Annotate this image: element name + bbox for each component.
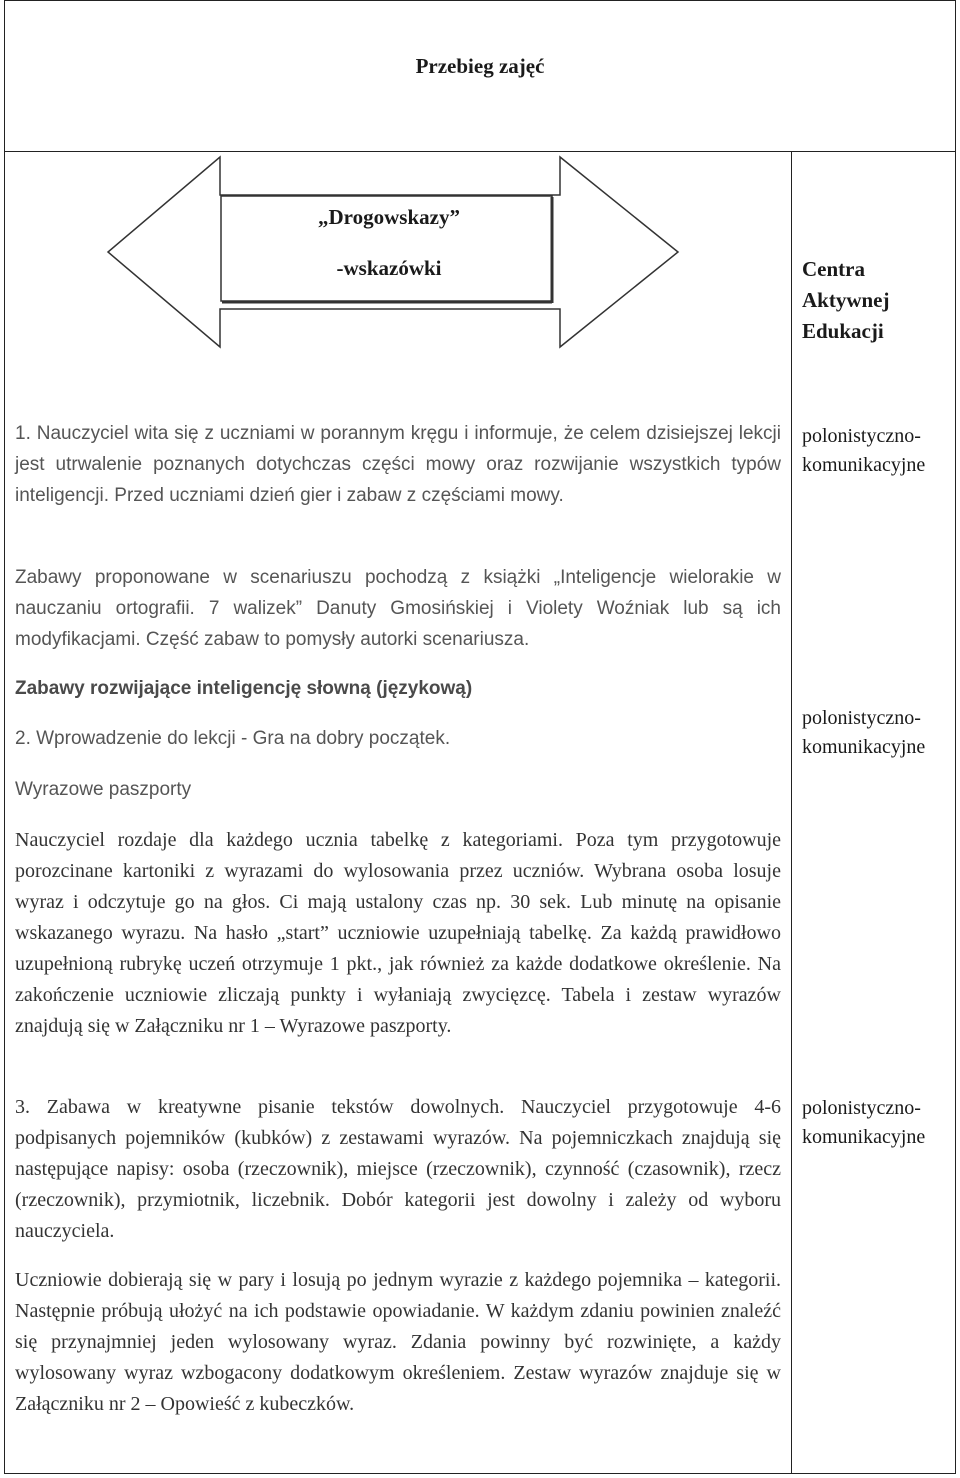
paragraph-step-3: 3. Zabawa w kreatywne pisanie tekstów dowolnych. Nauczyciel przygotowuje 4-6 podpisanych pojemników (kubków) z zestawami wyrazów. Na pojemniczkach znajdują się następujące napisy: osoba (rzeczownik), miejsce (rzeczownik), czynność (czasownik), rzecz (rzeczownik), przymiotnik, liczebnik. Dobór kategorii jest dowolny i zależy od wyboru nauczyciela. [15, 1096, 781, 1242]
centra-label: Centra Aktywnej Edukacji [802, 257, 890, 343]
section-heading: Zabawy rozwijające inteligencję słowną (językową) [15, 678, 473, 699]
signpost-title: „Drogowskazy” [318, 205, 460, 229]
paragraph-source: Zabawy proponowane w scenariuszu pochodzą z książki „Inteligencje wielorakie w nauczaniu ortografii. 7 walizek” Danuty Gmosińskiej i Violety Woźniak lub są ich modyfikacjami. Część zabaw to pomysły autorki scenariusza. [15, 567, 781, 650]
paragraph-game-rules: Nauczyciel rozdaje dla każdego ucznia tabelkę z kategoriami. Poza tym przygotowuje porozcinane kartoniki z wyrazami do wylosowania przez uczniów. Wybrana osoba losuje wyraz i odczytuje go na głos. Ci mają ustalony czas np. 30 sek. Lub minutę na opisanie wskazanego wyrazu. Na hasło „start” uczniowie uzupełniają tabelkę. Za każdą prawidłowo uzupełnioną rubrykę uczeń otrzymuje 1 pkt., jak również za każde dodatkowe określenie. Na zakończenie uczniowie zliczają punkty i wyłaniają zwycięzcę. Tabela i zestaw wyrazów znajdują się w Załączniku nr 1 – Wyrazowe paszporty. [15, 829, 781, 1037]
paragraph-pairs: Uczniowie dobierają się w pary i losują po jednym wyrazie z każdego pojemnika – kategorii. Następnie próbują ułożyć na ich podstawie opowiadanie. W każdym zdaniu powinien znaleźć się przynajmniej jeden wylosowany wyraz. Zdania powinny być rozwinięte, a każdy wylosowany wyraz wzbogacony dodatkowym określeniem. Zestaw wyrazów znajduje się w Załączniku nr 2 – Opowieść z kubeczków. [15, 1269, 781, 1415]
category-label-3: polonistyczno- komunikacyjne [802, 1097, 926, 1148]
paragraph-step-2: 2. Wprowadzenie do lekcji - Gra na dobry początek. [15, 728, 451, 749]
page-title: Przebieg zajęć [415, 54, 545, 78]
paragraph-intro: 1. Nauczyciel wita się z uczniami w porannym kręgu i informuje, że celem dzisiejszej lekcji jest utrwalenie poznanych dotychczas części mowy oraz rozwijanie wszystkich typów inteligencji. Przed uczniami dzień gier i zabaw z częściami mowy. [15, 423, 781, 506]
category-label-2: polonistyczno- komunikacyjne [802, 707, 926, 758]
signpost-arrow-icon [0, 151, 792, 411]
category-label-1: polonistyczno- komunikacyjne [802, 425, 926, 476]
paragraph-game-name: Wyrazowe paszporty [15, 779, 192, 800]
signpost-subtitle: -wskazówki [336, 256, 442, 280]
